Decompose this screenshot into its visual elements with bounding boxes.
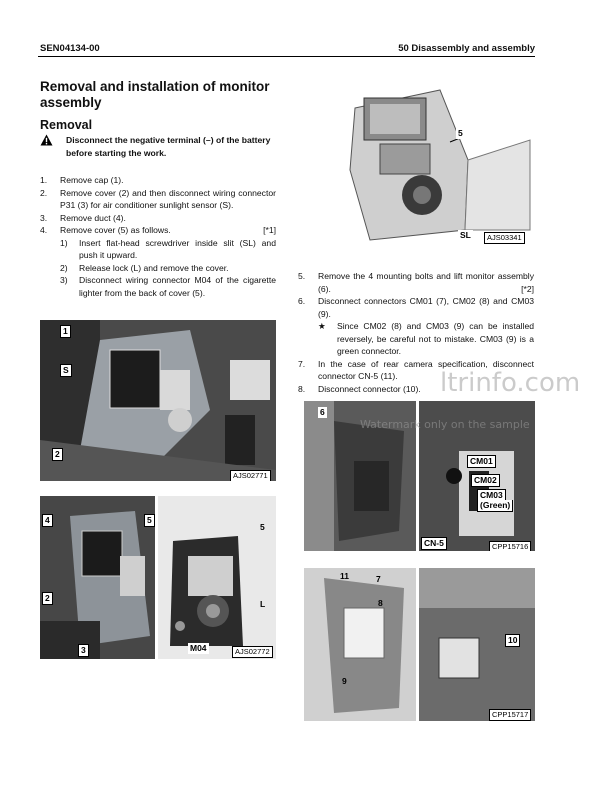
step-number: 7. [298,358,306,369]
label-2: 2 [52,448,63,461]
figure-cab-monitor [40,320,276,481]
label-sl: SL [460,230,471,240]
figure-monitor-console [300,80,535,248]
substep-number: 1) [60,237,68,248]
step-number: 3. [40,212,48,223]
label-green: (Green) [477,500,513,512]
note-text: Since CM02 (8) and CM03 (9) can be installed reversely, be careful not to mistake. CM03 (9) is a green connector. [337,321,534,356]
step-text: Remove duct (4). [60,212,126,223]
list-item [298,295,534,320]
label-1: 1 [60,325,71,338]
list-item [40,187,276,212]
label-cn5: CN-5 [421,537,447,550]
label-cm02: CM02 [471,474,500,487]
substep-text: Disconnect wiring connector M04 of the cigarette lighter from the back of cover (5). [79,275,276,298]
list-item [60,274,276,299]
figure-code: AJS02771 [230,470,271,481]
list-item [40,174,276,187]
figure-removed-cover [158,496,276,659]
step-text: Disconnect connectors CM01 (7), CM02 (8) and CM03 (9). [318,296,534,319]
label-7: 7 [376,574,381,584]
step-reference: [*1] [263,225,276,235]
list-item [60,262,276,275]
label-10: 10 [505,634,520,647]
label-cm03: CM03 [477,489,506,501]
label-s: S [60,364,72,377]
header-rule [38,56,535,57]
document-code: SEN04134-00 [40,43,100,54]
step-text: Disconnect connector (10). [318,383,421,394]
substep-text: Insert flat-head screwdriver inside slit (SL) and push it upward. [79,237,276,260]
label-8: 8 [378,598,383,608]
label-m04: M04 [190,643,207,653]
figure-code: CPP15717 [489,709,531,721]
step-text: Remove cover (5) as follows. [60,225,171,235]
step-number: 1. [40,175,48,185]
label-4: 4 [42,514,53,527]
warning-triangle-icon [40,134,53,150]
label-5: 5 [144,514,155,527]
figure-connectors-rear [304,568,416,721]
section-title: 50 Disassembly and assembly [398,43,535,54]
step-reference: [*2] [521,283,534,294]
list-item [318,320,534,358]
figure-cover-removal [40,496,155,659]
label-9: 9 [342,676,347,686]
label-11: 11 [340,571,349,581]
label-2: 2 [42,592,53,605]
figure-code: AJS03341 [484,232,525,244]
list-item [40,224,276,237]
warning-block [40,134,278,159]
figure-code: CPP15716 [489,541,531,551]
figure-connector-10 [419,568,535,721]
list-item [60,237,276,262]
list-item [298,270,534,295]
watermark-note: Watermark only on the sample [360,418,530,431]
steps-left [40,174,276,299]
step-text: Remove the 4 mounting bolts and lift monitor assembly (6). [318,271,534,294]
step-number: 2. [40,187,48,198]
removal-heading: Removal [40,118,93,132]
label-cm01: CM01 [467,455,496,468]
label-5: 5 [260,522,265,532]
step-number: 5. [298,271,306,281]
step-text: In the case of rear camera specification, disconnect connector CN-5 (11). [318,358,534,381]
step-text: Remove cap (1). [60,175,124,185]
substep-number: 3) [60,275,68,285]
step-number: 6. [298,296,306,306]
warning-text: Disconnect the negative terminal (–) of the battery before starting the work. [66,135,271,158]
label-l: L [260,599,266,609]
step-text: Remove cover (2) and then disconnect wiring connector P31 (3) for air conditioner sunlight sensor (S). [60,187,276,210]
label-3: 3 [78,644,89,657]
label-5: 5 [458,128,463,138]
substep-number: 2) [60,262,68,273]
star-note-icon: ★ [318,321,326,331]
substep-text: Release lock (L) and remove the cover. [79,262,229,273]
page-title: Removal and installation of monitor assembly [40,79,270,110]
list-item [40,212,276,225]
step-number: 8. [298,383,306,394]
watermark-site: ltrinfo.com [440,368,581,398]
figure-code: AJS02772 [232,646,273,658]
step-number: 4. [40,225,48,235]
label-6: 6 [320,407,325,417]
